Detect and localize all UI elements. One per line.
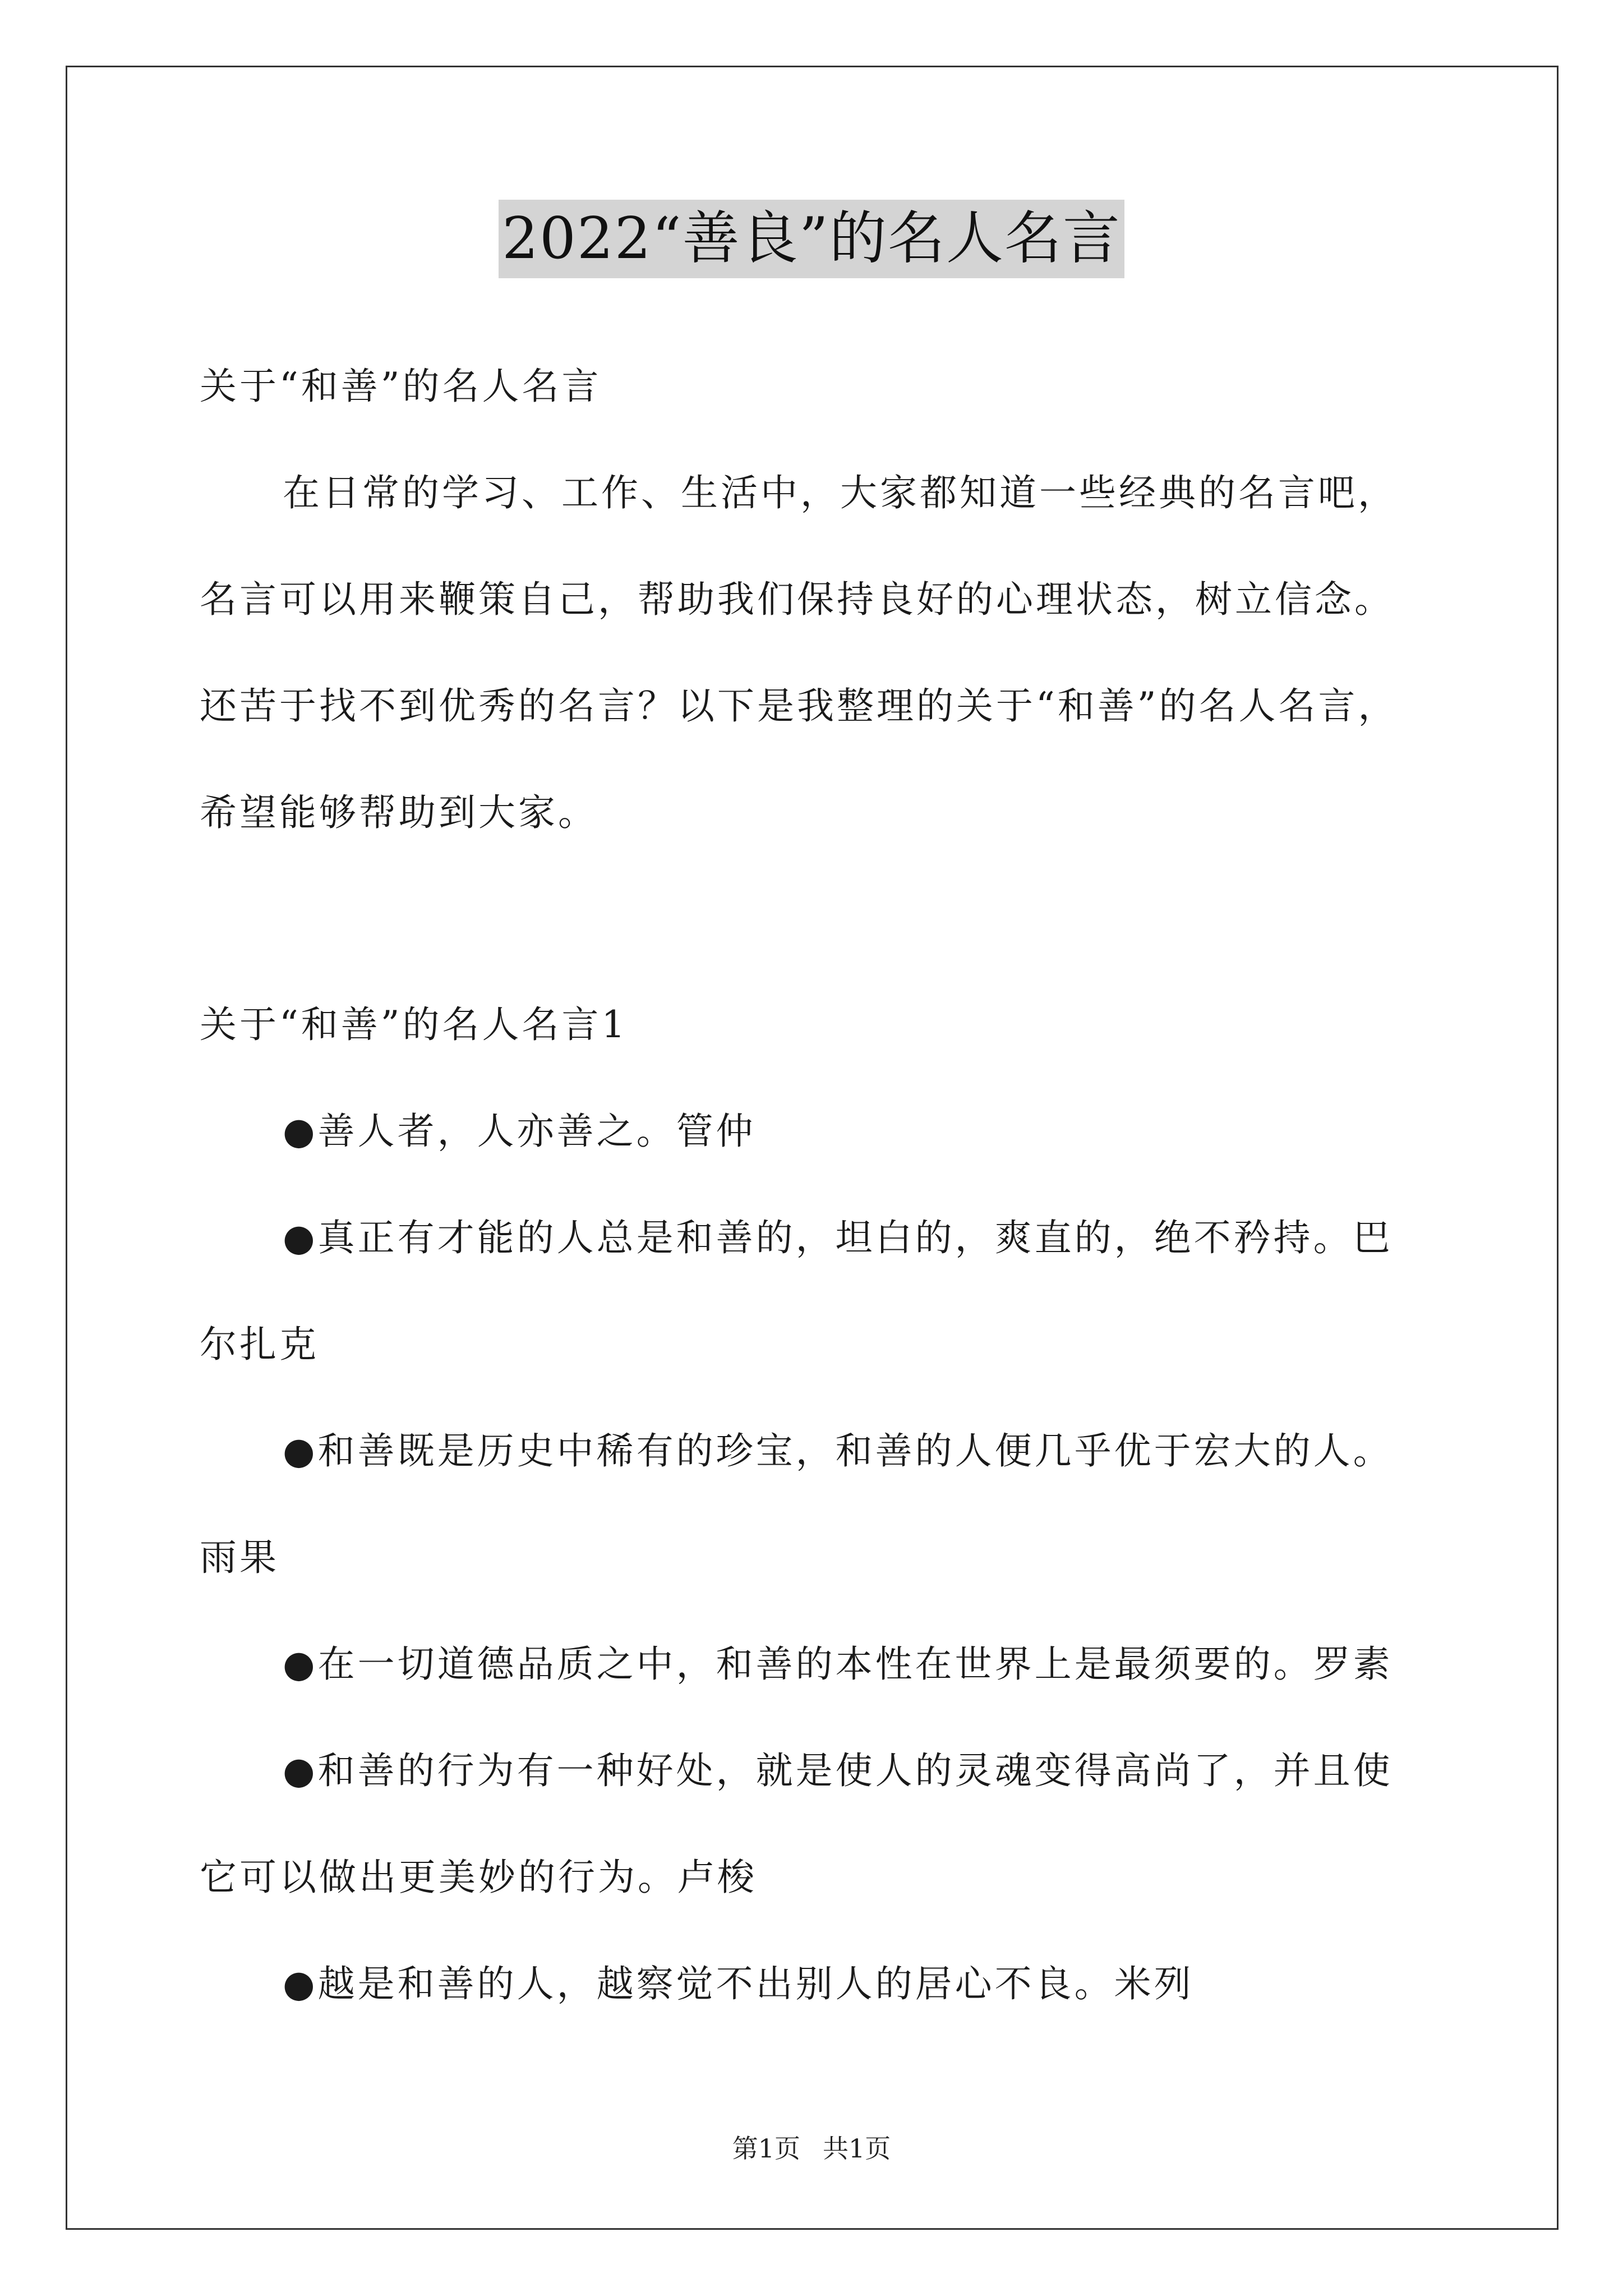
- quote-4: ●在一切道德品质之中，和善的本性在世界上是最须要的。罗素: [283, 1642, 1393, 1686]
- quote-5-line-2: 它可以做出更美妙的行为。卢梭: [200, 1856, 757, 1899]
- page-total: 共1页: [823, 2133, 891, 2164]
- quote-1: ●善人者，人亦善之。管仲: [283, 1110, 756, 1153]
- intro-line-1: 在日常的学习、工作、生活中，大家都知道一些经典的名言吧，: [283, 471, 1398, 514]
- quote-5-line-1: ●和善的行为有一种好处，就是使人的灵魂变得高尚了，并且使: [283, 1749, 1393, 1792]
- page-number: 第1页: [732, 2133, 800, 2164]
- title-container: [0, 200, 1623, 278]
- quote-3-line-1: ●和善既是历史中稀有的珍宝，和善的人便几乎优于宏大的人。: [283, 1429, 1393, 1473]
- quote-2-line-2: 尔扎克: [200, 1323, 319, 1366]
- quote-2-line-1: ●真正有才能的人总是和善的，坦白的，爽直的，绝不矜持。巴: [283, 1216, 1393, 1259]
- spacer: [200, 866, 1473, 972]
- section-title: 关于“和善”的名人名言1: [200, 1003, 628, 1046]
- page-footer: [0, 2132, 1623, 2165]
- quote-3-line-2: 雨果: [200, 1536, 279, 1579]
- document-body: [200, 333, 1473, 2037]
- intro-line-4: 希望能够帮助到大家。: [200, 791, 598, 834]
- document-title: 2022“善良”的名人名言: [499, 200, 1124, 278]
- intro-line-2: 名言可以用来鞭策自己，帮助我们保持良好的心理状态，树立信念。: [200, 578, 1394, 621]
- intro-line-3: 还苦于找不到优秀的名言？以下是我整理的关于“和善”的名人名言，: [200, 684, 1398, 728]
- quote-6: ●越是和善的人，越察觉不出别人的居心不良。米列: [283, 1962, 1194, 2005]
- section-heading: 关于“和善”的名人名言: [200, 365, 602, 408]
